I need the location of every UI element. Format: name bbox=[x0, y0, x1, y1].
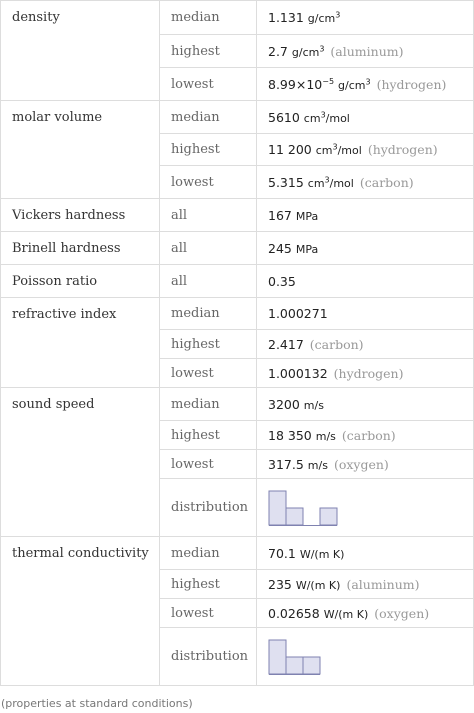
table-row bbox=[1, 101, 474, 134]
table-row bbox=[1, 298, 474, 330]
value-multiplier: $\times 10^{-5}$ bbox=[295, 76, 335, 92]
value-cell bbox=[257, 599, 474, 628]
value-cell bbox=[257, 265, 474, 298]
property-label: density bbox=[1, 1, 160, 101]
value-unit: m/s bbox=[303, 398, 324, 412]
value-number: 11 200 bbox=[268, 142, 312, 157]
value-note: (oxygen) bbox=[333, 456, 389, 472]
value-cell bbox=[257, 388, 474, 421]
qualifier: median bbox=[160, 537, 257, 570]
value-unit: m/s bbox=[315, 429, 336, 443]
distribution-cell bbox=[257, 628, 474, 686]
value-number: 8.99 bbox=[268, 76, 296, 92]
value-unit: $g/cm^3$ bbox=[291, 43, 325, 59]
table-row bbox=[1, 1, 474, 35]
footnote: (properties at standard conditions) bbox=[1, 697, 193, 710]
value-note: (aluminum) bbox=[346, 576, 420, 592]
value-number: 1.131 bbox=[268, 10, 304, 25]
table-row bbox=[1, 388, 474, 421]
qualifier: highest bbox=[160, 134, 257, 166]
value-cell bbox=[257, 330, 474, 359]
qualifier: lowest bbox=[160, 599, 257, 628]
qualifier: lowest bbox=[160, 450, 257, 479]
value-number: 1.000271 bbox=[268, 306, 328, 321]
value-number: 167 bbox=[268, 207, 292, 223]
histogram-bar bbox=[303, 657, 320, 674]
qualifier: highest bbox=[160, 570, 257, 599]
value-note: (oxygen) bbox=[374, 605, 430, 621]
value-number: 2.417 bbox=[268, 336, 304, 352]
qualifier: distribution bbox=[160, 628, 257, 686]
table-row bbox=[1, 232, 474, 265]
value-cell bbox=[257, 35, 474, 68]
value-number: 70.1 bbox=[268, 545, 296, 561]
property-label: molar volume bbox=[1, 101, 160, 199]
value-number: 18 350 bbox=[268, 427, 312, 443]
value-cell bbox=[257, 101, 474, 134]
value-cell bbox=[257, 359, 474, 388]
value-unit: $g/cm^3$ bbox=[307, 10, 341, 25]
qualifier: median bbox=[160, 1, 257, 35]
sound-speed-histogram bbox=[268, 487, 348, 529]
value-unit: $cm^3$/mol bbox=[315, 142, 362, 157]
value-note: (hydrogen) bbox=[376, 76, 447, 92]
qualifier: all bbox=[160, 265, 257, 298]
qualifier: all bbox=[160, 232, 257, 265]
qualifier: highest bbox=[160, 421, 257, 450]
thermal-conductivity-histogram bbox=[268, 636, 348, 678]
value-cell bbox=[257, 421, 474, 450]
qualifier: lowest bbox=[160, 68, 257, 101]
value-cell bbox=[257, 68, 474, 101]
property-label: Poisson ratio bbox=[1, 265, 160, 298]
value-unit: W/(m K) bbox=[299, 547, 345, 561]
value-number: 2.7 bbox=[268, 43, 288, 59]
value-cell bbox=[257, 199, 474, 232]
value-unit: $g/cm^3$ bbox=[338, 76, 371, 92]
value-number: 1.000132 bbox=[268, 365, 328, 381]
property-label: Brinell hardness bbox=[1, 232, 160, 265]
value-cell bbox=[257, 450, 474, 479]
table-row bbox=[1, 265, 474, 298]
qualifier: lowest bbox=[160, 166, 257, 199]
histogram-bar bbox=[269, 640, 286, 674]
histogram-bar bbox=[286, 508, 303, 525]
histogram-bar bbox=[286, 657, 303, 674]
value-number: 5610 bbox=[268, 109, 300, 125]
value-cell bbox=[257, 537, 474, 570]
value-number: 5.315 bbox=[268, 174, 304, 190]
value-note: (carbon) bbox=[309, 336, 364, 352]
value-number: 0.35 bbox=[268, 273, 296, 289]
table-row bbox=[1, 537, 474, 570]
value-number: 235 bbox=[268, 576, 292, 592]
value-unit: MPa bbox=[295, 209, 319, 223]
value-cell bbox=[257, 134, 474, 166]
qualifier: lowest bbox=[160, 359, 257, 388]
value-unit: W/(m K) bbox=[323, 607, 369, 621]
qualifier: all bbox=[160, 199, 257, 232]
value-note: (hydrogen) bbox=[367, 142, 438, 157]
property-label: thermal conductivity bbox=[1, 537, 160, 686]
value-note: (aluminum) bbox=[330, 43, 404, 59]
value-number: 317.5 bbox=[268, 456, 304, 472]
value-number: 3200 bbox=[268, 396, 300, 412]
value-unit: m/s bbox=[307, 458, 328, 472]
qualifier: median bbox=[160, 298, 257, 330]
qualifier: median bbox=[160, 388, 257, 421]
value-number: 0.02658 bbox=[268, 605, 320, 621]
value-unit: $cm^3$/mol bbox=[303, 109, 350, 125]
histogram-bar bbox=[269, 491, 286, 525]
value-note: (carbon) bbox=[341, 427, 396, 443]
value-note: (hydrogen) bbox=[333, 365, 404, 381]
value-cell bbox=[257, 232, 474, 265]
qualifier: highest bbox=[160, 35, 257, 68]
value-cell bbox=[257, 298, 474, 330]
value-note: (carbon) bbox=[359, 174, 414, 190]
qualifier: distribution bbox=[160, 479, 257, 537]
value-unit: W/(m K) bbox=[295, 578, 341, 592]
value-unit: $cm^3$/mol bbox=[307, 174, 354, 190]
qualifier: median bbox=[160, 101, 257, 134]
property-label: refractive index bbox=[1, 298, 160, 388]
value-unit: MPa bbox=[295, 242, 319, 256]
distribution-cell bbox=[257, 479, 474, 537]
property-label: Vickers hardness bbox=[1, 199, 160, 232]
property-label: sound speed bbox=[1, 388, 160, 537]
histogram-bar bbox=[320, 508, 337, 525]
value-cell bbox=[257, 166, 474, 199]
value-number: 245 bbox=[268, 240, 292, 256]
value-cell bbox=[257, 570, 474, 599]
value-cell bbox=[257, 1, 474, 35]
qualifier: highest bbox=[160, 330, 257, 359]
table-row bbox=[1, 199, 474, 232]
